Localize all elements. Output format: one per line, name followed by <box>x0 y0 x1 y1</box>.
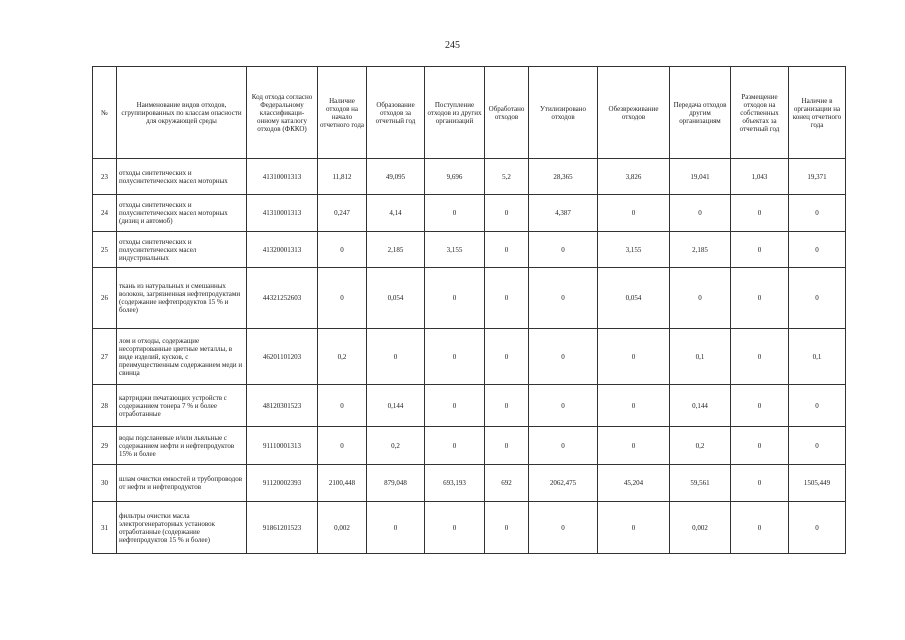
row-utilized: 0 <box>529 385 598 427</box>
row-processed: 0 <box>485 195 529 232</box>
row-transferred: 59,561 <box>670 465 731 502</box>
row-utilized: 0 <box>529 427 598 465</box>
row-neutralized: 0 <box>598 329 670 385</box>
table-row <box>93 385 846 427</box>
row-formed: 879,048 <box>367 465 425 502</box>
row-processed: 0 <box>485 427 529 465</box>
row-end: 0 <box>789 232 846 268</box>
row-utilized: 2062,475 <box>529 465 598 502</box>
row-code: 46201101203 <box>247 329 318 385</box>
row-end: 0 <box>789 268 846 329</box>
row-end: 0 <box>789 427 846 465</box>
row-transferred: 0,144 <box>670 385 731 427</box>
row-start: 0 <box>318 385 367 427</box>
row-start: 0 <box>318 268 367 329</box>
row-name-text: отходы синтетических и полусинтетических масел индустриальных <box>119 237 197 262</box>
row-processed: 0 <box>485 502 529 554</box>
row-transferred: 0,2 <box>670 427 731 465</box>
header-num: № <box>93 67 117 159</box>
row-num: 26 <box>93 268 117 329</box>
row-code: 41310001313 <box>247 195 318 232</box>
row-placed: 0 <box>731 385 789 427</box>
row-transferred: 0 <box>670 195 731 232</box>
header-name: Наименование видов отходов, сгруппированных по классам опасности для окружающей среды <box>117 67 247 159</box>
row-processed: 692 <box>485 465 529 502</box>
row-name-text: фильтры очистки масла электрогенераторных установок отработанные (содержание нефтепродуктов 15 % и более) <box>119 511 216 544</box>
row-placed: 1,043 <box>731 159 789 195</box>
row-formed: 49,095 <box>367 159 425 195</box>
row-transferred: 0,002 <box>670 502 731 554</box>
row-formed: 0 <box>367 329 425 385</box>
row-processed: 0 <box>485 268 529 329</box>
row-end: 0 <box>789 195 846 232</box>
row-placed: 0 <box>731 427 789 465</box>
row-start: 0,247 <box>318 195 367 232</box>
row-code: 91110001313 <box>247 427 318 465</box>
row-neutralized: 3,155 <box>598 232 670 268</box>
row-neutralized: 0 <box>598 502 670 554</box>
row-neutralized: 3,826 <box>598 159 670 195</box>
waste-table <box>92 66 846 554</box>
row-formed: 4,14 <box>367 195 425 232</box>
row-utilized: 28,365 <box>529 159 598 195</box>
row-placed: 0 <box>731 268 789 329</box>
row-start: 0 <box>318 427 367 465</box>
row-end: 19,371 <box>789 159 846 195</box>
row-name <box>117 465 247 502</box>
row-num: 28 <box>93 385 117 427</box>
row-name-text: воды подсланевые и/или льяльные с содержанием нефти и нефтепродуктов 15% и более <box>119 433 235 458</box>
row-formed: 0 <box>367 502 425 554</box>
row-start: 2100,448 <box>318 465 367 502</box>
table-row <box>93 465 846 502</box>
header-code: Код отхода согласно Федеральному классификаци-онному каталогу отходов (ФККО) <box>247 67 318 159</box>
row-num: 24 <box>93 195 117 232</box>
row-num: 23 <box>93 159 117 195</box>
row-name <box>117 427 247 465</box>
row-code: 44321252603 <box>247 268 318 329</box>
header-processed: Обработано отходов <box>485 67 529 159</box>
row-num: 27 <box>93 329 117 385</box>
row-start: 0,002 <box>318 502 367 554</box>
row-name-text: картриджи печатающих устройств с содержанием тонера 7 % и более отработанные <box>119 393 227 418</box>
header-transferred: Передача отходов другим организациям <box>670 67 731 159</box>
row-transferred: 19,041 <box>670 159 731 195</box>
row-processed: 0 <box>485 329 529 385</box>
row-placed: 0 <box>731 195 789 232</box>
row-transferred: 0 <box>670 268 731 329</box>
row-end: 1505,449 <box>789 465 846 502</box>
row-received: 0 <box>425 427 485 465</box>
row-placed: 0 <box>731 232 789 268</box>
row-start: 0 <box>318 232 367 268</box>
row-processed: 0 <box>485 232 529 268</box>
row-utilized: 0 <box>529 232 598 268</box>
header-received: Поступление отходов из других организаций <box>425 67 485 159</box>
header-utilized: Утилизировано отходов <box>529 67 598 159</box>
table-row <box>93 195 846 232</box>
table-row <box>93 329 846 385</box>
row-neutralized: 0 <box>598 385 670 427</box>
row-num: 29 <box>93 427 117 465</box>
row-received: 693,193 <box>425 465 485 502</box>
row-name <box>117 232 247 268</box>
header-start: Наличие отходов на начало отчетного года <box>318 67 367 159</box>
row-utilized: 4,387 <box>529 195 598 232</box>
header-placed: Размещение отходов на собственных объектах за отчетный год <box>731 67 789 159</box>
table-row <box>93 232 846 268</box>
table-row <box>93 268 846 329</box>
header-neutralized: Обезвреживание отходов <box>598 67 670 159</box>
row-name-text: отходы синтетических и полусинтетических масел моторных (дизиц и автомоб) <box>119 201 228 225</box>
table-row <box>93 502 846 554</box>
table-row <box>93 427 846 465</box>
row-name <box>117 502 247 554</box>
row-received: 3,155 <box>425 232 485 268</box>
row-transferred: 0,1 <box>670 329 731 385</box>
row-processed: 0 <box>485 385 529 427</box>
row-placed: 0 <box>731 465 789 502</box>
row-end: 0,1 <box>789 329 846 385</box>
row-name-text: лом и отходы, содержащие несортированные цветные металлы, в виде изделий, кусков, с преимущественным содержанием меди и свинца <box>119 336 243 377</box>
row-neutralized: 0,054 <box>598 268 670 329</box>
row-neutralized: 0 <box>598 427 670 465</box>
row-end: 0 <box>789 385 846 427</box>
row-num: 25 <box>93 232 117 268</box>
row-name <box>117 268 247 329</box>
row-received: 0 <box>425 329 485 385</box>
row-name <box>117 195 247 232</box>
row-name <box>117 159 247 195</box>
row-code: 41320001313 <box>247 232 318 268</box>
page-number: 245 <box>445 40 460 51</box>
row-utilized: 0 <box>529 329 598 385</box>
row-formed: 0,144 <box>367 385 425 427</box>
table-header-row <box>93 67 846 159</box>
row-num: 30 <box>93 465 117 502</box>
row-name <box>117 329 247 385</box>
row-formed: 0,054 <box>367 268 425 329</box>
row-neutralized: 0 <box>598 195 670 232</box>
row-transferred: 2,185 <box>670 232 731 268</box>
row-num: 31 <box>93 502 117 554</box>
row-name-text: ткань из натуральных и смешанных волокон, загрязненная нефтепродуктами (содержание нефтепродуктов 15 % и более) <box>119 282 241 314</box>
row-utilized: 0 <box>529 268 598 329</box>
row-formed: 0,2 <box>367 427 425 465</box>
row-code: 41310001313 <box>247 159 318 195</box>
row-start: 0,2 <box>318 329 367 385</box>
header-formed: Образование отходов за отчетный год <box>367 67 425 159</box>
row-received: 0 <box>425 268 485 329</box>
row-name-text: шлам очистки емкостей и трубопроводов от нефти и нефтепродуктов <box>119 475 243 491</box>
row-formed: 2,185 <box>367 232 425 268</box>
row-code: 91861201523 <box>247 502 318 554</box>
row-code: 48120301523 <box>247 385 318 427</box>
table-row <box>93 159 846 195</box>
row-name-text: отходы синтетических и полусинтетических масел моторных <box>119 168 228 185</box>
row-utilized: 0 <box>529 502 598 554</box>
row-code: 91120002393 <box>247 465 318 502</box>
row-neutralized: 45,204 <box>598 465 670 502</box>
row-received: 0 <box>425 195 485 232</box>
row-received: 0 <box>425 502 485 554</box>
row-start: 11,812 <box>318 159 367 195</box>
row-received: 0 <box>425 385 485 427</box>
row-received: 9,696 <box>425 159 485 195</box>
row-placed: 0 <box>731 329 789 385</box>
header-end: Наличие в организации на конец отчетного года <box>789 67 846 159</box>
row-placed: 0 <box>731 502 789 554</box>
row-processed: 5,2 <box>485 159 529 195</box>
row-end: 0 <box>789 502 846 554</box>
row-name <box>117 385 247 427</box>
